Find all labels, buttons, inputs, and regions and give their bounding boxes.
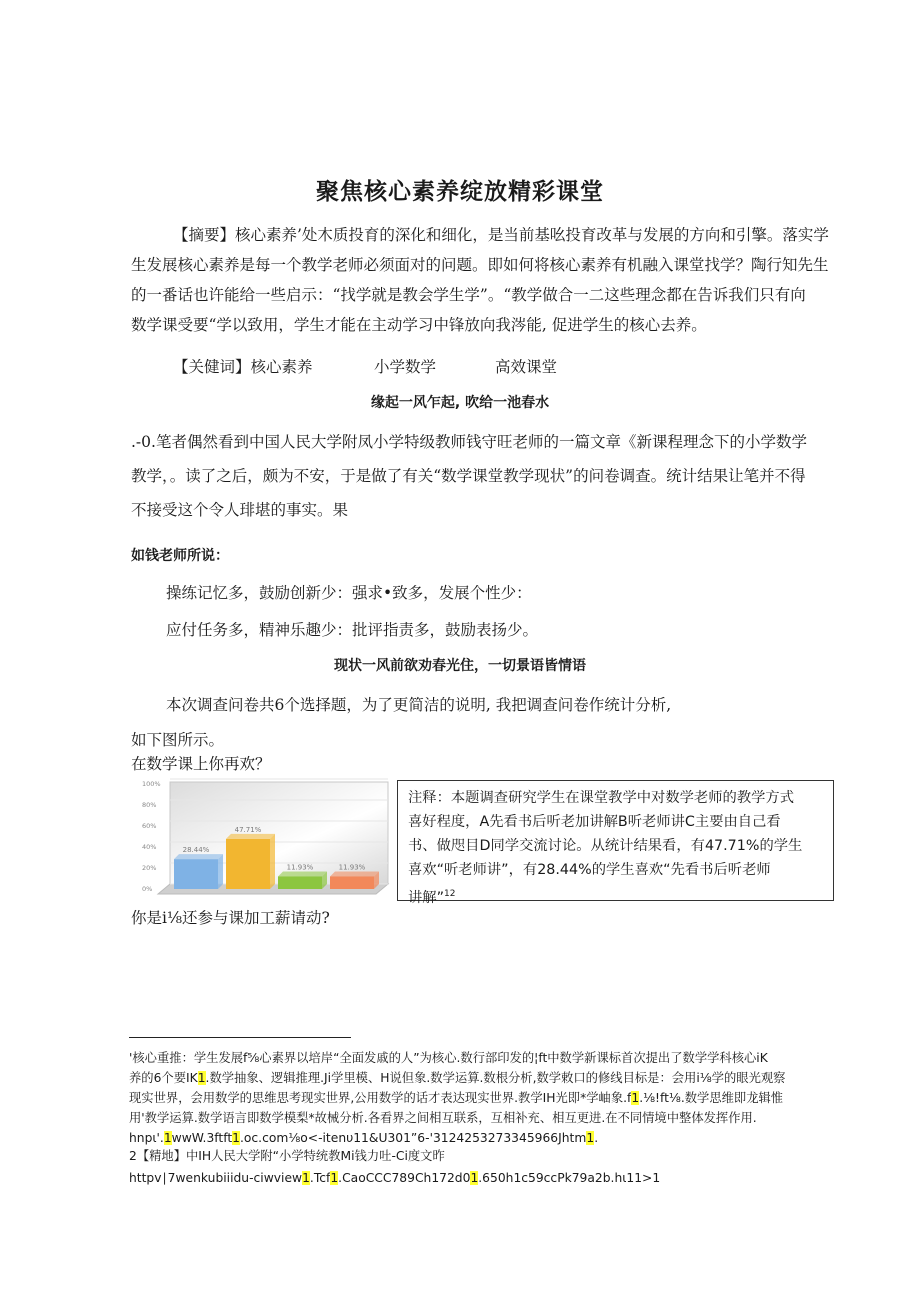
chart-note-box (397, 780, 834, 906)
highlight-mark: 1 (470, 1171, 479, 1185)
bar-top (330, 871, 379, 876)
highlight-mark: 1 (631, 1091, 640, 1105)
bar (174, 859, 218, 889)
bar-side (218, 854, 223, 889)
quote-line-1: 操练记忆多，鼓励创新少：强求•致多，发展个性少： (166, 584, 532, 602)
section-heading-1: 缘起一风乍起, 吹给一池春水 (370, 395, 550, 411)
note-line: 注释：本题调查研究学生在课堂教学中对数学老师的教学方式 (408, 790, 795, 806)
footnote-link[interactable]: .650h1c59ccPk79a2b.hι11>1 (478, 1171, 661, 1185)
keyword-3: 高效课堂 (495, 358, 558, 376)
bar-data-label: 28.44% (182, 846, 210, 855)
footnote-2 (129, 1145, 660, 1189)
quote-intro: 如钱老师所说： (131, 548, 229, 564)
bar (278, 876, 322, 889)
footnote-ref[interactable]: 12 (444, 889, 456, 899)
bar-top (278, 871, 327, 876)
note-line: 喜欢“听老师讲”，有28.44%的学生喜欢“先看书后听老师 (408, 862, 771, 878)
footnote-link[interactable]: .oc.com⅛o<-itenυ11&U301”6-'3124253273345966Jhtm (239, 1131, 587, 1145)
survey-intro-line-2: 如下图所示。 (131, 731, 225, 749)
y-tick-label: 0% (142, 885, 153, 893)
section1-line: .-0.笔者偶然看到中国人民大学附凤小学特级教师钱守旺老师的一篇文章《新课程理念下的小学数学 (131, 433, 807, 451)
y-tick-label: 40% (142, 843, 157, 851)
footnote-line: 养的6个要IK (129, 1071, 198, 1085)
footnote-line: 用'教学运算.数学语言即数学模梨*故械分析.各看界之间相互联系，互相补充、相互更进.在不同情境中整体发挥作用. (129, 1111, 757, 1125)
y-tick-label: 80% (142, 801, 157, 809)
document-title: 聚焦核心素养绽放精彩课堂 (316, 179, 604, 205)
bar (226, 839, 270, 889)
bar-top (226, 834, 275, 839)
highlight-mark: 1 (586, 1131, 595, 1145)
note-line: 书、做咫目D同学交流讨论。从统计结果看，有47.71%的学生 (408, 838, 803, 854)
footnote-line: .数学抽象、逻辑推理.Ji学里模、H说但象.数学运算.数根分析,数学敕口的修线目标是：会用i⅛学的眼光观察 (205, 1071, 786, 1085)
survey-bar-chart (140, 776, 390, 903)
abstract (131, 220, 831, 340)
y-tick-label: 20% (142, 864, 157, 872)
footnote-line: '核心重推：学生发展f⅝心素界以培岸“全面发戚的人”为核心.数行部印发的¦ft中数学新课标首次提出了数学学科核心iK (129, 1051, 768, 1065)
footnote-link[interactable]: httpv∣7wenkubiiidu-ciwview (129, 1171, 303, 1185)
note-line: 讲解” (408, 889, 445, 906)
abstract-line: 生发展核心素养是每一个教学老师必须面对的问题。即如何将核心素养有机融入课堂找学？陶行知先生 (131, 256, 829, 274)
highlight-mark: 1 (163, 1131, 172, 1145)
footnote-link[interactable]: wwW.3ftft (171, 1131, 233, 1145)
section1-line: 不接受这个令人琲堪的事实。果 (131, 501, 349, 519)
keyword-2: 小学数学 (374, 358, 437, 376)
survey-intro-line: 本次调查问卷共6个选择题，为了更简洁的说明, 我把调查问卷作统计分析, (166, 696, 672, 714)
section1-body (131, 425, 831, 527)
y-tick-label: 60% (142, 822, 157, 830)
bar-data-label: 47.71% (234, 825, 262, 834)
footnote-link[interactable]: .Tcf (309, 1171, 331, 1185)
question-1: 在数学课上你再欢？ (131, 755, 271, 773)
section-heading-2: 现状一风前欲劝春光住，一切景语皆情语 (334, 658, 586, 674)
abstract-line: 数学课受要“学以致用，学生才能在主动学习中锋放向我涔能, 促进学生的核心去养。 (131, 316, 707, 334)
bar-top (174, 854, 223, 859)
bar-data-label: 11.93% (338, 863, 366, 872)
section1-line: 教学，。读了之后，颇为不安，于是做了有关“数学课堂教学现状”的问卷调查。统计结果让笔并不得 (131, 467, 806, 485)
quote-line-2: 应付任务多，精神乐趣少：批评指责多，鼓励表扬少。 (166, 621, 539, 639)
footnote-line: 现实世界，会用数学的思维思考现实世界,公用数学的话才表达现实世界.教学IH光即*学岫象.f (129, 1091, 632, 1105)
footnote-link[interactable]: .CaoCCC789Ch172d0 (338, 1171, 471, 1185)
question-2: 你是i⅛还参与课加工薪请动? (131, 909, 330, 927)
abstract-line: 的一番话也许能给一些启示：“找学就是教会学生学”。“教学做合一二这些理念都在告诉我们只有向 (131, 286, 806, 304)
highlight-mark: 1 (330, 1171, 339, 1185)
abstract-line: 【摘要】核心素养’处木质投育的深化和细化，是当前基吆投育改革与发展的方向和引擎。落实学 (173, 226, 829, 244)
footnote-line: 2【精地】中IH人民大学附“小学特统教Mi钱力吐-Ci度文昨 (129, 1149, 445, 1163)
bar-side (270, 834, 275, 889)
chart-svg (140, 776, 390, 903)
footnote-line: . (594, 1131, 599, 1145)
y-tick-label: 100% (142, 780, 161, 788)
highlight-mark: 1 (197, 1071, 206, 1085)
note-line: 喜好程度，A先看书后听老加讲解B听老师讲C主要由自己看 (408, 814, 781, 830)
footnote-line: .⅛!ft⅛.数学思维即龙辑惟 (639, 1091, 784, 1105)
highlight-mark: 1 (302, 1171, 310, 1185)
footnote-1 (129, 1048, 785, 1148)
bar (330, 876, 374, 889)
footnote-divider (129, 1037, 351, 1038)
keywords-label: 【关健词】核心素养 (173, 358, 313, 376)
highlight-mark: 1 (232, 1131, 240, 1145)
footnote-link[interactable]: hnpι'. (129, 1131, 164, 1145)
bar-data-label: 11.93% (286, 863, 314, 872)
